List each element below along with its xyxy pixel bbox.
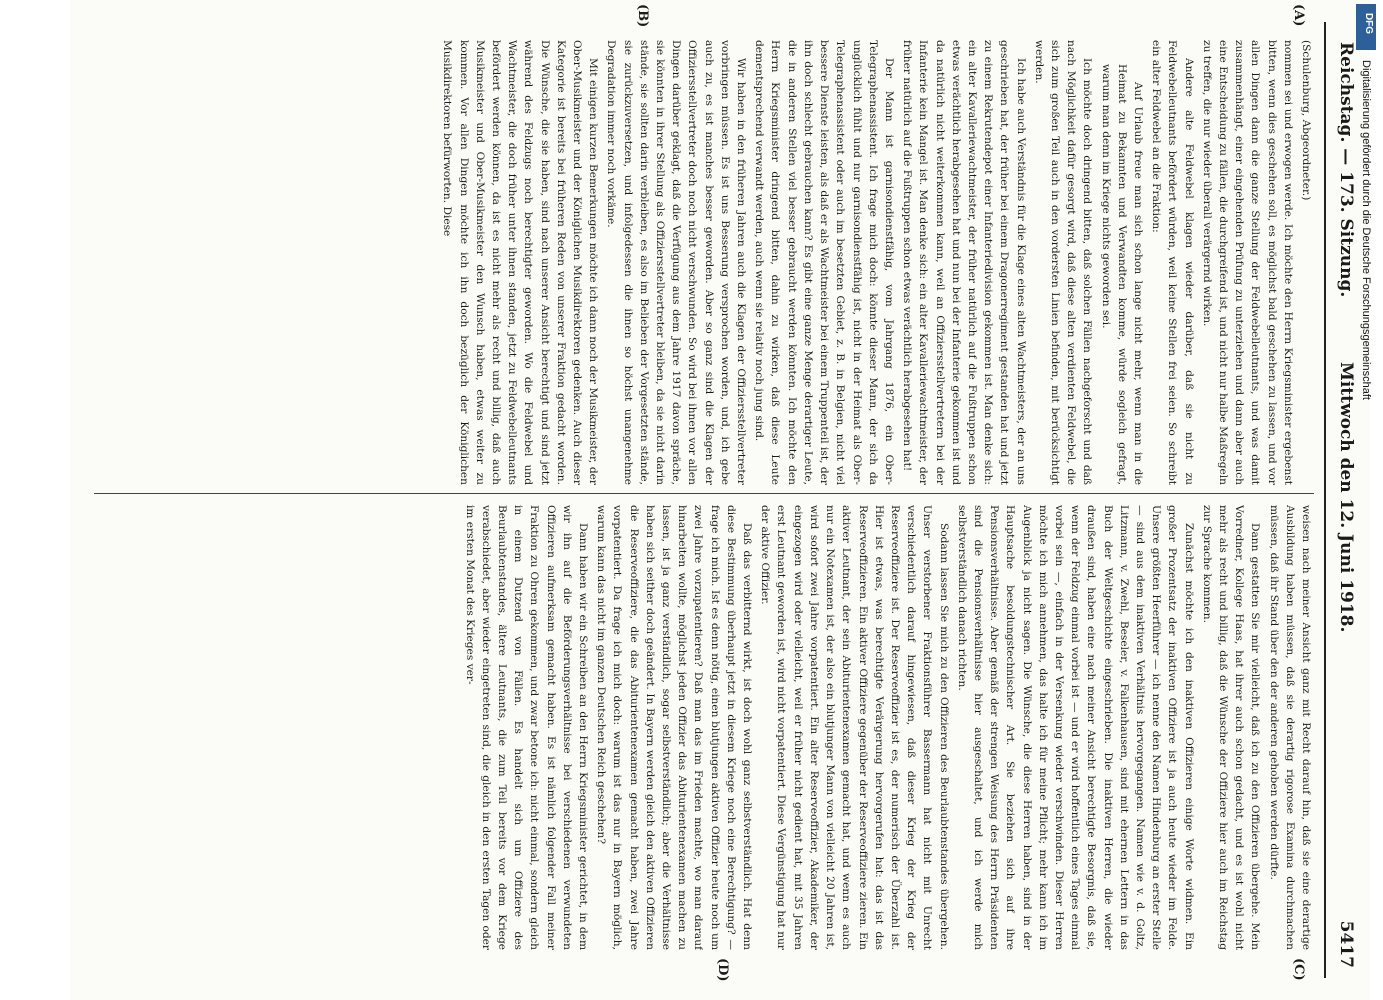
header-rule <box>1324 22 1326 978</box>
paragraph: Dann haben wir ein Schreiben an den Herrn Kriegsminister gerichtet, in dem wir ihn auf die Beförderungsverhältnisse bei verschiedenen verwundeten Offizieren aufmerksam gemacht haben. Es ist nämlich folgender Fall meiner Fraktion zu Ohren gekommen, und zwar betone ich: nicht einmal, sondern gleich in einem Dutzend von Fällen. Es handelt sich um Offiziere des Beurlaubtenstandes, ältere Leutnants, die zum Teil bereits vor dem Kriege verabschiedet, aber wieder eingetreten sind, die gleich in den ersten Tagen oder im ersten Monat des Krieges ver- <box>463 505 590 950</box>
paragraph: Dann gestatten Sie mir vielleicht, daß ich zu den Offizieren übergehe. Mein Vorredner, Kollege Haas, hat ihrer auch schon gedacht, und es ist wohl nicht mehr als recht und billig, daß die Wünsche der Offiziere hier auch im Reichstag zur Sprache kommen. <box>1200 505 1262 950</box>
paragraph: Ich habe auch Verständnis für die Klage eines alten Wachtmeisters, der an uns geschrieben hat, der früher bei einem Dragonerregiment gestanden hat und jetzt zu einem Rekrutendepot einer Infanteriedivision gekommen ist. Man denke sich: ein alter Kavalleriewachtmeister, der früher natürlich auf die Fußtruppen schon etwas verächtlich herabgesehen hat und nun bei der Infanterie gekommen ist und da natürlich nicht weiterkommen kann, weil an Offiziersstellvertretern bei der Infanterie kein Mangel ist. Man denke sich: ein alter Kavalleriewachtmeister, der früher natürlich auf die Fußtruppen schon etwas verächtlich herabgesehen hat! <box>901 40 1027 485</box>
dfg-logo-text: DFG <box>1363 12 1375 35</box>
column-divider <box>94 493 1314 494</box>
left-column <box>84 40 1314 485</box>
paragraph: weisen nach meiner Ansicht ganz mit Recht darauf hin, daß sie eine derartige Ausbildung haben müssen, daß sie derartig rigorose Examina durchmachen müssen, daß ihr Stand über den der anderen gehoben werden dürfte. <box>1267 505 1312 950</box>
paragraph: Mit einigen kurzen Bemerkungen möchte ich dann noch der Musikmeister, der Ober-Musikmeister und der Königlichen Musikdirektoren gedenken. Auch dieser Kategorie ist bereits bei früheren Reden von unserer Fraktion gedacht worden. Die Wünsche, die sie haben, sind nach unserer Ansicht berechtigt und sind jetzt während des Feldzugs noch berechtigter geworden. Wo die Feldwebel und Wachtmeister, die doch früher unter ihnen standen, jetzt zu Feldwebelleutnants befördert werden können, da ist es nicht mehr als recht und billig, daß auch Musikmeister und Ober-Musikmeister den Wunsch haben, etwas weiter zu kommen. Vor allen Dingen möchte ich ihn doch bezüglich der Königlichen Musikdirektoren befürworten. Diese <box>441 40 600 485</box>
paragraph: Zunächst möchte ich den inaktiven Offizieren einige Worte widmen. Ein großer Prozentsatz der inaktiven Offiziere ist ja auch heute wieder im Felde. Unsere größten Heerführer — ich nenne den Namen Hindenburg an erster Stelle — sind aus dem inaktiven Verhältnis hervorgegangen. Namen wie v. d. Goltz, Litzmann, v. Zwehl, Beseler, v. Falkenhausen, sind mit ehernen Lettern in das Buch der Weltgeschichte eingeschrieben. Die inaktiven Herren, die wieder draußen sind, haben eine nach meiner Ansicht berechtigte Besorgnis, daß sie, wenn der Feldzug einmal vorbei ist — und er wird hoffentlich eines Tages einmal vorbei sein —, einfach in der Versenkung wieder verschwinden. Dieser Herren möchte ich mich annehmen, das halte ich für meine Pflicht; mehr kann ich im Augenblick ja nicht sagen. Die Wünsche, die diese Herren haben, sind in der Hauptsache besoldungstechnischer Art. Sie beziehen sich auf ihre Pensionsverhältnisse. Aber gemäß der strengen Weisung des Herrn Präsidenten sind die Pensionsverhältnisse hier ausgeschaltet, und ich werde mich selbstverständlich danach richten. <box>955 505 1195 950</box>
quote-paragraph: Auf Urlaub freue man sich schon lange nicht mehr, wenn man in die Heimat zu Bekannten und Verwandten komme, würde sogleich gefragt, warum man denn im Kriege nichts geworden sei. <box>1099 64 1144 485</box>
page-number: 5417 <box>1336 920 1356 968</box>
margin-mark-b: (B) <box>635 4 650 28</box>
paragraph: nommen sei und erwogen werde. Ich möchte den Herrn Kriegsminister ergebenst bitten, wenn dies geschehen soll, es möglichst bald geschehen zu lassen, und vor allen Dingen dann die ganze Stellung der Feldwebelleutnants, und was damit zusammenhängt, einer eingehenden Prüfung zu unterziehen und dann aber auch eine Entscheidung zu fällen, die durchgreifend ist, und nicht nur halbe Maßregeln zu treffen, die nur wieder überall verärgernd wirken. <box>1200 40 1294 485</box>
paragraph: Daß das verbitternd wirkt, ist doch wohl ganz selbstverständlich. Hat denn diese Bestimmung überhaupt jetzt in diesem Kriege noch eine Berechtigung? — frage ich mich. Ist es denn nötig, einen blutjungen aktiven Offizier heute noch um zwei Jahre vorzupatentieren? Daß man das im Frieden machte, wo man darauf hinarbeiten wollte, möglichst jeden Offizier das Abiturientenexamen machen zu lassen, ist ja ganz verständlich, sogar selbstverständlich; aber die Verhältnisse haben sich seither doch geändert. In Bayern werden gleich den aktiven Offizieren die Reserveoffiziere, die das Abiturientenexamen gemacht haben, zwei Jahre vorpatentiert. Da frage ich mich doch: warum ist das nur in Bayern möglich, warum kann das nicht im ganzen Deutschen Reich geschehen? <box>595 505 754 950</box>
header-left: Reichstag. — 173. Sitzung. <box>1336 42 1356 298</box>
margin-mark-a: (A) <box>1291 4 1306 27</box>
credit-line <box>1358 60 1374 710</box>
right-column <box>84 505 1314 950</box>
speaker-line: (Schulenburg, Abgeordneter.) <box>1300 40 1312 201</box>
header-date: Mittwoch den 12. Juni 1918. <box>1336 362 1356 633</box>
newspaper-page <box>70 0 1370 1000</box>
margin-mark-d: (D) <box>715 958 730 982</box>
paragraph: Andere alte Feldwebel klagen wieder darüber, daß sie nicht zu Feldwebelleutnants befördert würden, weil keine Stellen frei seien. So schreibt ein alter Feldwebel an die Fraktion: <box>1150 40 1195 485</box>
margin-mark-c: (C) <box>1291 958 1306 981</box>
side-strip <box>1352 0 1382 1000</box>
paragraph: Sodann lassen Sie mich zu den Offizieren des Beurlaubtenstandes übergehen. Unser verstorbener Fraktionsführer Bassermann hat nicht mit Unrecht verschiedentlich darauf hingewiesen, daß dieser Krieg der Krieg der Reserveoffiziere ist. Der Reserveoffizier ist es, der numerisch der Überzahl ist. Hier ist etwas, was berechtigte Verärgerung hervorgerufen hat: das ist das Reserveoffizieren. Ein aktiver Offiziere gegenüber der Reserveoffiziere zieren. Ein aktiver Leutnant, der sein Abiturientenexamen gemacht hat, und wenn es auch nur ein Notexamen ist, der also ein blutjunger Mann von vielleicht 20 Jahren ist, wird sofort zwei Jahre vorpatentiert. Ein alter Reserveoffizier, Akademiker, der eingezogen wird oder vielleicht, weil er früher nicht gedient hat, mit 35 Jahren erst Leutnant geworden ist, wird nicht vorpatentiert. Diese Vergünstigung hat nur der aktive Offizier. <box>759 505 950 950</box>
dfg-logo <box>1356 4 1376 50</box>
paragraph: Wir haben in den früheren Jahren auch die Klagen der Offiziersstellvertreter vorbringen müssen. Es ist uns Besserung versprochen worden, und, ich gebe auch zu, es ist manches besser geworden. Aber so ganz sind die Klagen der Offiziersstellvertreter doch noch nicht verschwunden. So wird bei ihnen vor allen Dingen darüber geklagt, daß die Verfügung aus dem Jahre 1917 davon spräche, sie könnten in ihrer Stellung als Offiziersstellvertreter bleiben, da sie nicht darin stände, sie sollten darin verbleiben, es also im Belieben der Vorgesetzten stände, sie zurückzuversetzen, und infolgedessen die ihnen so höchst unangenehme Degradation immer noch vorkäme. <box>605 40 748 485</box>
paragraph: Ich möchte doch dringend bitten, daß solchen Fällen nachgeforscht und daß nach Möglichkeit dafür gesorgt wird, daß diese alten verdienten Feldwebel, die sich zum großen Teil auch in den vordersten Linien befinden, mit berücksichtigt werden. <box>1032 40 1094 485</box>
paragraph: Der Mann ist garnisondienstfähig, vom Jahrgang 1876, ein Ober-Telegraphenassistent. Ich frage mich doch: könnte dieser Mann, der sich da unglücklich fühlt und nur garnisondienstfähig ist, nicht in der Heimat als Ober-Telegraphenassistent oder auch im besetzten Gebiet, z. B. in Belgien, nicht viel bessere Dienste leisten, als daß er als Wachtmeister bei einem Truppenteil ist, der ihn doch schlecht gebrauchen kann? Es gibt eine ganze Menge derartiger Leute, die in anderen Stellen viel besser gebraucht werden könnten. Ich möchte den Herrn Kriegsminister dringend bitten, dahin zu wirken, daß diese Leute dementsprechend verwandt werden, auch wenn sie relativ noch jung sind. <box>753 40 895 485</box>
credit-text: Digitalisierung gefördert durch die Deutsche Forschungsgemeinschaft <box>1360 60 1372 400</box>
